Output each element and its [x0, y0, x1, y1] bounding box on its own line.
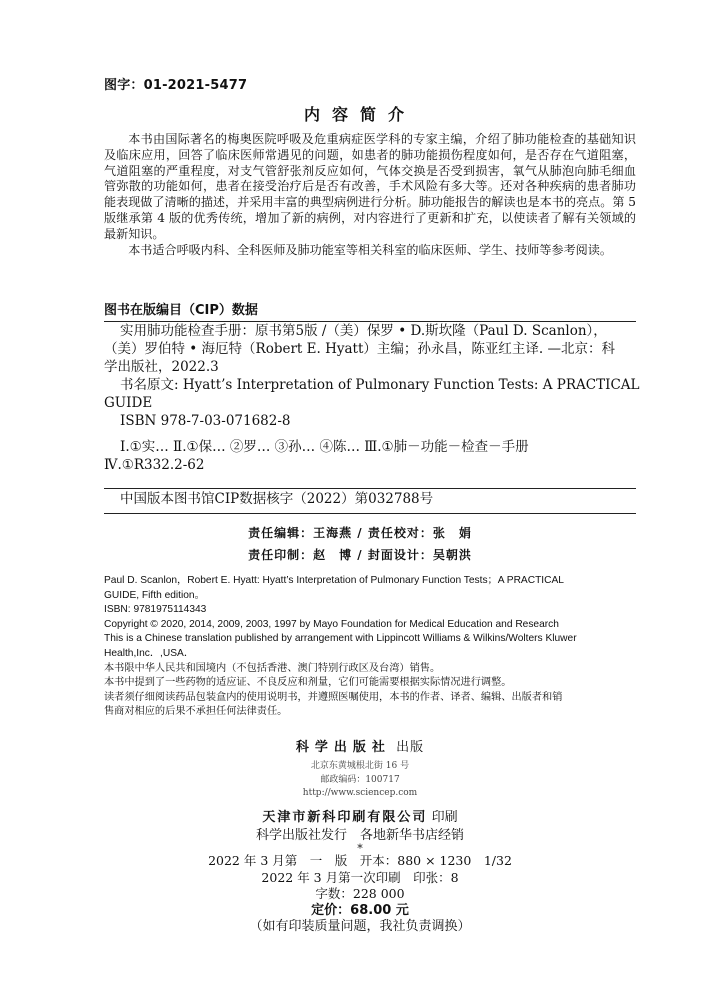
copyright-line: 本书限中华人民共和国境内（不包括香港、澳门特别行政区及台湾）销售。 [104, 662, 441, 674]
printing-line: 2022 年 3 月第一次印刷 印张：8 [261, 869, 459, 885]
intro-paragraph: 本书由国际著名的梅奥医院呼吸及危重病症医学科的专家主编，介绍了肺功能检查的基础知识及临床应用，回答了临床医师常遇见的问题，如患者的肺功能损伤程度如何，是否存在气道阻塞，气道阻塞的严重程度，对支气管舒张剂反应如何，气体交换是否受到损害，氧气从肺泡向肺毛细血管弥散的功能如何，患者在接受治疗后是否有改善，手术风险有多大等。还对各种疾病的患者肺功能表现做了清晰的描述，并采用丰富的典型病例进行分析。肺功能报告的解读也是本书的亮点。第 5 版继承第 4 版的优秀传统，增加了新的病例，对内容进行了更新和扩充，以使读者了解有关领域的最新知识。 [104, 132, 636, 241]
copyright-line: ISBN: 9781975114343 [104, 604, 207, 616]
registration-number: 图字：01-2021-5477 [104, 78, 248, 93]
copyright-block [104, 574, 644, 720]
divider [104, 513, 636, 514]
cip-line: 实用肺功能检查手册：原书第5版 /（美）保罗 • D.斯坎隆（Paul D. Scanlon）， [120, 323, 607, 339]
editor-credits: 责任编辑：王海燕 / 责任校对：张 娟 [248, 526, 472, 540]
cip-line: Ⅰ.①实… Ⅱ.①保… ②罗… ③孙… ④陈… Ⅲ.①肺－功能－检查－手册 [120, 439, 529, 455]
cip-line: ISBN 978-7-03-071682-8 [120, 413, 291, 429]
divider [104, 488, 636, 489]
copyright-line: This is a Chinese translation published by arrangement with Lippincott Williams & Wilkins/Wolters Kluwer [104, 633, 577, 645]
printer-name: 天津市新科印刷有限公司 [262, 810, 428, 825]
quality-note: （如有印装质量问题，我社负责调换） [249, 919, 471, 934]
intro-title: 内容简介 [303, 105, 416, 124]
publisher-postcode: 邮政编码：100717 [320, 775, 400, 785]
cip-line: GUIDE [104, 395, 153, 411]
copyright-line: 本书中提到了一些药物的适应证、不良反应和剂量，它们可能需要根据实际情况进行调整。 [104, 677, 512, 689]
publisher-name: 科学出版社 [295, 740, 391, 755]
cip-line: Ⅳ.①R332.2-62 [104, 457, 205, 473]
price: 定价：68.00 元 [311, 902, 409, 918]
separator-star: * [357, 842, 363, 855]
copyright-line: 售商对相应的后果不承担任何法律责任。 [104, 706, 288, 718]
cip-block [104, 322, 644, 474]
book-specs [0, 853, 720, 936]
copyright-line: Copyright © 2020, 2014, 2009, 2003, 1997 by Mayo Foundation for Medical Education and Research [104, 618, 559, 630]
copyright-line: Paul D. Scanlon，Robert E. Hyatt: Hyatt’s Interpretation of Pulmonary Function Tests；A PRACTICAL [104, 575, 564, 586]
publisher-suffix: 出版 [396, 740, 425, 755]
edition-line: 2022 年 3 月第 一 版 开本：880 × 1230 1/32 [208, 853, 512, 868]
cip-line: 学出版社，2022.3 [104, 359, 219, 375]
copyright-line: Health,Inc．,USA． [104, 647, 195, 659]
word-count: 字数：228 000 [315, 886, 405, 901]
copyright-line: GUIDE, Fifth edition。 [104, 589, 205, 601]
cip-catalog-number: 中国版本图书馆CIP数据核字（2022）第032788号 [120, 491, 434, 507]
copyright-line: 读者须仔细阅读药品包装盒内的使用说明书，并遵照医嘱使用，本书的作者、译者、编辑、出版者和销 [104, 691, 563, 703]
intro-text [104, 132, 636, 258]
publisher-website: http://www.sciencep.com [302, 788, 418, 798]
intro-paragraph: 本书适合呼吸内科、全科医师及肺功能室等相关科室的临床医师、学生、技师等参考阅读。 [128, 242, 612, 257]
cip-line: 书名原文: Hyatt’s Interpretation of Pulmonary Function Tests: A PRACTICAL [120, 377, 640, 393]
cip-line: （美）罗伯特 • 海厄特（Robert E. Hyatt）主编；孙永昌，陈亚红主译. —北京：科 [104, 341, 615, 357]
cip-heading: 图书在版编目（CIP）数据 [104, 303, 258, 318]
publisher-address: 北京东黄城根北街 16 号 [310, 761, 410, 771]
cip-catalog [104, 490, 644, 508]
publisher-line [0, 736, 720, 755]
printer-suffix: 印刷 [431, 810, 458, 825]
printer-line [0, 806, 720, 825]
distribution-line: 科学出版社发行 各地新华书店经销 [255, 828, 464, 843]
production-credits: 责任印制：赵 博 / 封面设计：吴朝洪 [248, 548, 472, 562]
